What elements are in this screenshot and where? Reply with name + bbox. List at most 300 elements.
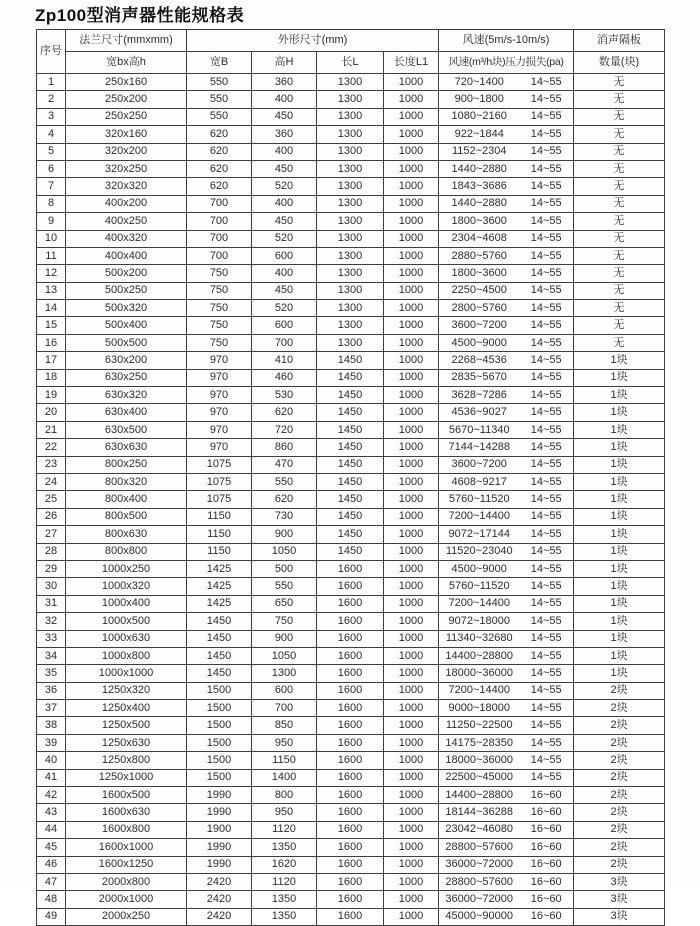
table-row	[37, 717, 665, 734]
cell-width-b: 700	[187, 230, 252, 247]
cell-flange-size: 320x250	[66, 160, 187, 177]
cell-width-b: 1425	[187, 560, 252, 577]
cell-flange-size: 1250x800	[66, 752, 187, 769]
airflow-value: 7200~14400	[448, 597, 510, 610]
cell-height-h: 950	[252, 804, 317, 821]
cell-length-l: 1450	[317, 543, 384, 560]
pressure-loss-value: 16~60	[530, 840, 562, 853]
cell-baffle-count: 无	[574, 317, 665, 334]
cell-flange-size: 1250x1000	[66, 769, 187, 786]
cell-length-l1: 1000	[384, 891, 439, 908]
col-header-wind-group: 风速(5m/s-10m/s)	[439, 30, 574, 52]
cell-wind	[439, 908, 574, 925]
table-row	[37, 526, 665, 543]
pressure-loss-value: 14~55	[530, 666, 562, 679]
cell-baffle-count: 1块	[574, 369, 665, 386]
pressure-loss-value: 14~55	[530, 562, 562, 575]
cell-width-b: 700	[187, 247, 252, 264]
airflow-value: 23042~46080	[445, 823, 514, 836]
cell-length-l1: 1000	[384, 630, 439, 647]
cell-width-b: 1450	[187, 613, 252, 630]
cell-height-h: 800	[252, 787, 317, 804]
cell-baffle-count: 无	[574, 91, 665, 108]
airflow-value: 18000~36000	[445, 666, 514, 679]
cell-flange-size: 630x630	[66, 439, 187, 456]
cell-baffle-count: 1块	[574, 508, 665, 525]
cell-width-b: 750	[187, 300, 252, 317]
col-header-baffle-sub: 数量(块)	[574, 52, 665, 74]
cell-serial: 44	[37, 821, 66, 838]
cell-length-l1: 1000	[384, 247, 439, 264]
cell-serial: 43	[37, 804, 66, 821]
airflow-value: 11520~23040	[445, 545, 513, 558]
cell-height-h: 400	[252, 91, 317, 108]
cell-serial: 21	[37, 421, 66, 438]
cell-wind	[439, 247, 574, 264]
cell-serial: 5	[37, 143, 66, 160]
cell-baffle-count: 1块	[574, 543, 665, 560]
cell-height-h: 600	[252, 247, 317, 264]
airflow-value: 36000~72000	[445, 893, 514, 906]
cell-serial: 49	[37, 908, 66, 925]
pressure-loss-value: 14~55	[530, 336, 562, 349]
cell-height-h: 470	[252, 456, 317, 473]
cell-length-l: 1300	[317, 282, 384, 299]
cell-width-b: 1500	[187, 769, 252, 786]
table-row	[37, 891, 665, 908]
cell-length-l1: 1000	[384, 160, 439, 177]
cell-baffle-count: 无	[574, 108, 665, 125]
cell-serial: 4	[37, 126, 66, 143]
cell-wind	[439, 160, 574, 177]
cell-length-l1: 1000	[384, 821, 439, 838]
pressure-loss-value: 14~55	[530, 649, 562, 662]
cell-wind	[439, 787, 574, 804]
cell-wind	[439, 369, 574, 386]
cell-wind	[439, 265, 574, 282]
cell-length-l: 1300	[317, 160, 384, 177]
airflow-value: 3600~7200	[451, 458, 507, 471]
cell-wind	[439, 613, 574, 630]
airflow-value: 5760~11520	[448, 493, 510, 506]
cell-length-l: 1450	[317, 369, 384, 386]
cell-flange-size: 1000x400	[66, 595, 187, 612]
cell-wind	[439, 230, 574, 247]
cell-width-b: 1425	[187, 595, 252, 612]
cell-width-b: 620	[187, 178, 252, 195]
cell-baffle-count: 1块	[574, 439, 665, 456]
header-row-sub	[37, 52, 665, 74]
pressure-loss-value: 14~55	[530, 632, 562, 645]
airflow-value: 1152~2304	[451, 145, 507, 158]
cell-length-l: 1300	[317, 230, 384, 247]
pressure-loss-value: 16~60	[530, 875, 562, 888]
cell-flange-size: 630x320	[66, 387, 187, 404]
cell-height-h: 860	[252, 439, 317, 456]
cell-wind	[439, 282, 574, 299]
cell-wind	[439, 700, 574, 717]
pressure-loss-value: 14~55	[530, 75, 562, 88]
cell-wind	[439, 717, 574, 734]
cell-height-h: 700	[252, 700, 317, 717]
cell-width-b: 1990	[187, 856, 252, 873]
col-header-baffle-group: 消声隔板	[574, 30, 665, 52]
cell-wind	[439, 630, 574, 647]
airflow-value: 9072~17144	[448, 527, 510, 540]
cell-height-h: 1400	[252, 769, 317, 786]
cell-width-b: 1500	[187, 734, 252, 751]
cell-serial: 39	[37, 734, 66, 751]
cell-baffle-count: 1块	[574, 456, 665, 473]
cell-width-b: 1990	[187, 787, 252, 804]
cell-flange-size: 500x250	[66, 282, 187, 299]
airflow-value: 45000~90000	[445, 910, 514, 923]
cell-flange-size: 2000x1000	[66, 891, 187, 908]
col-header-height-h: 高H	[252, 52, 317, 74]
cell-serial: 28	[37, 543, 66, 560]
cell-wind	[439, 821, 574, 838]
cell-width-b: 970	[187, 404, 252, 421]
table-row	[37, 508, 665, 525]
cell-baffle-count: 无	[574, 230, 665, 247]
airflow-value: 2800~5760	[451, 301, 507, 314]
cell-width-b: 1450	[187, 630, 252, 647]
cell-serial: 40	[37, 752, 66, 769]
cell-baffle-count: 2块	[574, 769, 665, 786]
cell-wind	[439, 404, 574, 421]
cell-width-b: 970	[187, 352, 252, 369]
table-row	[37, 352, 665, 369]
cell-width-b: 1500	[187, 717, 252, 734]
cell-length-l: 1300	[317, 74, 384, 91]
pressure-loss-value: 14~55	[530, 110, 562, 123]
cell-length-l: 1600	[317, 700, 384, 717]
cell-baffle-count: 无	[574, 74, 665, 91]
airflow-value: 900~1800	[454, 93, 504, 106]
cell-wind	[439, 873, 574, 890]
cell-height-h: 1150	[252, 752, 317, 769]
cell-length-l: 1600	[317, 804, 384, 821]
cell-serial: 29	[37, 560, 66, 577]
cell-length-l1: 1000	[384, 369, 439, 386]
cell-height-h: 720	[252, 421, 317, 438]
cell-wind	[439, 456, 574, 473]
cell-width-b: 970	[187, 421, 252, 438]
cell-serial: 18	[37, 369, 66, 386]
cell-baffle-count: 3块	[574, 891, 665, 908]
cell-wind	[439, 734, 574, 751]
cell-length-l: 1600	[317, 734, 384, 751]
cell-serial: 17	[37, 352, 66, 369]
table-row	[37, 74, 665, 91]
cell-length-l: 1600	[317, 752, 384, 769]
cell-length-l1: 1000	[384, 647, 439, 664]
cell-length-l1: 1000	[384, 682, 439, 699]
cell-serial: 24	[37, 473, 66, 490]
table-row	[37, 752, 665, 769]
cell-flange-size: 400x400	[66, 247, 187, 264]
airflow-value: 9072~18000	[448, 614, 510, 627]
cell-flange-size: 500x200	[66, 265, 187, 282]
table-row	[37, 839, 665, 856]
cell-width-b: 1075	[187, 456, 252, 473]
airflow-value: 18000~36000	[445, 753, 514, 766]
cell-serial: 25	[37, 491, 66, 508]
cell-baffle-count: 无	[574, 195, 665, 212]
airflow-value: 2304~4608	[451, 232, 507, 245]
cell-length-l1: 1000	[384, 213, 439, 230]
cell-height-h: 550	[252, 578, 317, 595]
cell-baffle-count: 1块	[574, 630, 665, 647]
cell-length-l1: 1000	[384, 317, 439, 334]
cell-flange-size: 2000x800	[66, 873, 187, 890]
cell-length-l: 1300	[317, 195, 384, 212]
table-row	[37, 456, 665, 473]
cell-height-h: 600	[252, 317, 317, 334]
cell-serial: 37	[37, 700, 66, 717]
cell-length-l: 1600	[317, 787, 384, 804]
cell-width-b: 1150	[187, 543, 252, 560]
airflow-value: 4536~9027	[451, 406, 507, 419]
cell-length-l: 1600	[317, 647, 384, 664]
cell-length-l: 1300	[317, 143, 384, 160]
airflow-value: 14175~28350	[445, 736, 514, 749]
cell-length-l: 1600	[317, 769, 384, 786]
cell-length-l: 1300	[317, 178, 384, 195]
cell-baffle-count: 无	[574, 265, 665, 282]
cell-baffle-count: 无	[574, 126, 665, 143]
cell-length-l: 1450	[317, 526, 384, 543]
cell-flange-size: 1600x1250	[66, 856, 187, 873]
cell-baffle-count: 无	[574, 282, 665, 299]
pressure-loss-value: 14~55	[530, 197, 562, 210]
cell-serial: 45	[37, 839, 66, 856]
cell-length-l1: 1000	[384, 717, 439, 734]
cell-length-l1: 1000	[384, 230, 439, 247]
airflow-value: 5760~11520	[448, 580, 510, 593]
cell-flange-size: 1000x320	[66, 578, 187, 595]
airflow-value: 14400~28800	[445, 649, 514, 662]
cell-wind	[439, 856, 574, 873]
table-row	[37, 369, 665, 386]
cell-length-l: 1300	[317, 265, 384, 282]
cell-flange-size: 1600x800	[66, 821, 187, 838]
col-header-width-b: 宽B	[187, 52, 252, 74]
cell-serial: 46	[37, 856, 66, 873]
cell-height-h: 400	[252, 265, 317, 282]
cell-flange-size: 1600x1000	[66, 839, 187, 856]
cell-wind	[439, 543, 574, 560]
col-header-flange-sub: 宽bx高h	[66, 52, 187, 74]
cell-height-h: 410	[252, 352, 317, 369]
cell-height-h: 1350	[252, 891, 317, 908]
airflow-value: 1440~2880	[451, 197, 507, 210]
cell-serial: 36	[37, 682, 66, 699]
airflow-value: 22500~45000	[445, 771, 514, 784]
cell-length-l: 1450	[317, 508, 384, 525]
cell-length-l1: 1000	[384, 839, 439, 856]
cell-width-b: 750	[187, 265, 252, 282]
cell-flange-size: 1250x500	[66, 717, 187, 734]
airflow-value: 3600~7200	[451, 319, 507, 332]
table-row	[37, 247, 665, 264]
cell-serial: 6	[37, 160, 66, 177]
col-header-serial: 序号	[37, 30, 66, 74]
cell-height-h: 400	[252, 143, 317, 160]
airflow-value: 11340~32680	[445, 632, 513, 645]
cell-wind	[439, 195, 574, 212]
table-row	[37, 682, 665, 699]
cell-wind	[439, 665, 574, 682]
cell-length-l: 1300	[317, 213, 384, 230]
cell-height-h: 1350	[252, 839, 317, 856]
cell-wind	[439, 839, 574, 856]
table-row	[37, 543, 665, 560]
cell-length-l: 1600	[317, 873, 384, 890]
cell-height-h: 450	[252, 213, 317, 230]
cell-baffle-count: 1块	[574, 526, 665, 543]
cell-height-h: 450	[252, 282, 317, 299]
cell-length-l: 1300	[317, 108, 384, 125]
cell-length-l1: 1000	[384, 300, 439, 317]
cell-width-b: 970	[187, 439, 252, 456]
cell-serial: 13	[37, 282, 66, 299]
cell-length-l: 1300	[317, 126, 384, 143]
cell-length-l: 1600	[317, 839, 384, 856]
cell-wind	[439, 126, 574, 143]
airflow-value: 2880~5760	[451, 249, 507, 262]
cell-baffle-count: 2块	[574, 717, 665, 734]
cell-height-h: 620	[252, 404, 317, 421]
cell-baffle-count: 2块	[574, 700, 665, 717]
table-row	[37, 404, 665, 421]
cell-height-h: 520	[252, 178, 317, 195]
cell-serial: 8	[37, 195, 66, 212]
cell-width-b: 1450	[187, 665, 252, 682]
cell-wind	[439, 526, 574, 543]
table-row	[37, 265, 665, 282]
cell-length-l1: 1000	[384, 265, 439, 282]
table-row	[37, 421, 665, 438]
airflow-value: 7200~14400	[448, 510, 510, 523]
cell-serial: 19	[37, 387, 66, 404]
cell-width-b: 550	[187, 91, 252, 108]
table-row	[37, 821, 665, 838]
cell-wind	[439, 108, 574, 125]
cell-width-b: 750	[187, 334, 252, 351]
cell-length-l: 1600	[317, 613, 384, 630]
cell-length-l: 1450	[317, 404, 384, 421]
cell-flange-size: 630x500	[66, 421, 187, 438]
cell-flange-size: 1600x500	[66, 787, 187, 804]
pressure-loss-value: 14~55	[530, 145, 562, 158]
cell-baffle-count: 无	[574, 334, 665, 351]
cell-length-l1: 1000	[384, 526, 439, 543]
cell-length-l1: 1000	[384, 439, 439, 456]
airflow-value: 4500~9000	[451, 336, 507, 349]
cell-width-b: 550	[187, 74, 252, 91]
cell-length-l1: 1000	[384, 126, 439, 143]
cell-height-h: 550	[252, 473, 317, 490]
cell-baffle-count: 1块	[574, 560, 665, 577]
cell-width-b: 1150	[187, 508, 252, 525]
airflow-value: 2250~4500	[451, 284, 507, 297]
cell-flange-size: 800x400	[66, 491, 187, 508]
cell-wind	[439, 491, 574, 508]
cell-height-h: 400	[252, 195, 317, 212]
cell-wind	[439, 473, 574, 490]
airflow-value: 9000~18000	[448, 701, 510, 714]
cell-flange-size: 800x800	[66, 543, 187, 560]
cell-length-l1: 1000	[384, 108, 439, 125]
cell-baffle-count: 1块	[574, 665, 665, 682]
spec-table	[36, 29, 665, 926]
table-row	[37, 334, 665, 351]
cell-wind	[439, 752, 574, 769]
cell-height-h: 900	[252, 526, 317, 543]
cell-length-l: 1600	[317, 856, 384, 873]
cell-serial: 34	[37, 647, 66, 664]
cell-height-h: 1120	[252, 873, 317, 890]
pressure-loss-value: 14~55	[530, 214, 562, 227]
table-row	[37, 908, 665, 925]
cell-flange-size: 1250x400	[66, 700, 187, 717]
cell-length-l1: 1000	[384, 578, 439, 595]
cell-height-h: 750	[252, 613, 317, 630]
pressure-loss-value: 14~55	[530, 127, 562, 140]
cell-length-l: 1600	[317, 891, 384, 908]
cell-wind	[439, 647, 574, 664]
cell-flange-size: 1000x800	[66, 647, 187, 664]
cell-length-l: 1600	[317, 908, 384, 925]
cell-height-h: 500	[252, 560, 317, 577]
airflow-value: 36000~72000	[445, 858, 514, 871]
cell-baffle-count: 无	[574, 143, 665, 160]
header-row-group	[37, 30, 665, 52]
cell-height-h: 950	[252, 734, 317, 751]
cell-length-l1: 1000	[384, 456, 439, 473]
cell-height-h: 1300	[252, 665, 317, 682]
cell-length-l: 1450	[317, 439, 384, 456]
pressure-loss-value: 16~60	[530, 910, 562, 923]
cell-width-b: 1450	[187, 647, 252, 664]
cell-flange-size: 250x200	[66, 91, 187, 108]
cell-serial: 20	[37, 404, 66, 421]
pressure-loss-value: 14~55	[530, 301, 562, 314]
airflow-value: 720~1400	[454, 75, 504, 88]
cell-serial: 1	[37, 74, 66, 91]
cell-length-l1: 1000	[384, 421, 439, 438]
airflow-value: 28800~57600	[445, 875, 514, 888]
cell-flange-size: 500x400	[66, 317, 187, 334]
table-row	[37, 178, 665, 195]
cell-length-l1: 1000	[384, 787, 439, 804]
cell-baffle-count: 1块	[574, 473, 665, 490]
table-row	[37, 126, 665, 143]
pressure-loss-value: 14~55	[530, 388, 562, 401]
table-row	[37, 317, 665, 334]
cell-height-h: 520	[252, 300, 317, 317]
cell-height-h: 360	[252, 126, 317, 143]
table-row	[37, 613, 665, 630]
table-row	[37, 195, 665, 212]
airflow-value: 2835~5670	[451, 371, 507, 384]
cell-length-l: 1450	[317, 421, 384, 438]
pressure-loss-value: 14~55	[530, 249, 562, 262]
cell-length-l1: 1000	[384, 491, 439, 508]
cell-baffle-count: 2块	[574, 804, 665, 821]
cell-wind	[439, 891, 574, 908]
